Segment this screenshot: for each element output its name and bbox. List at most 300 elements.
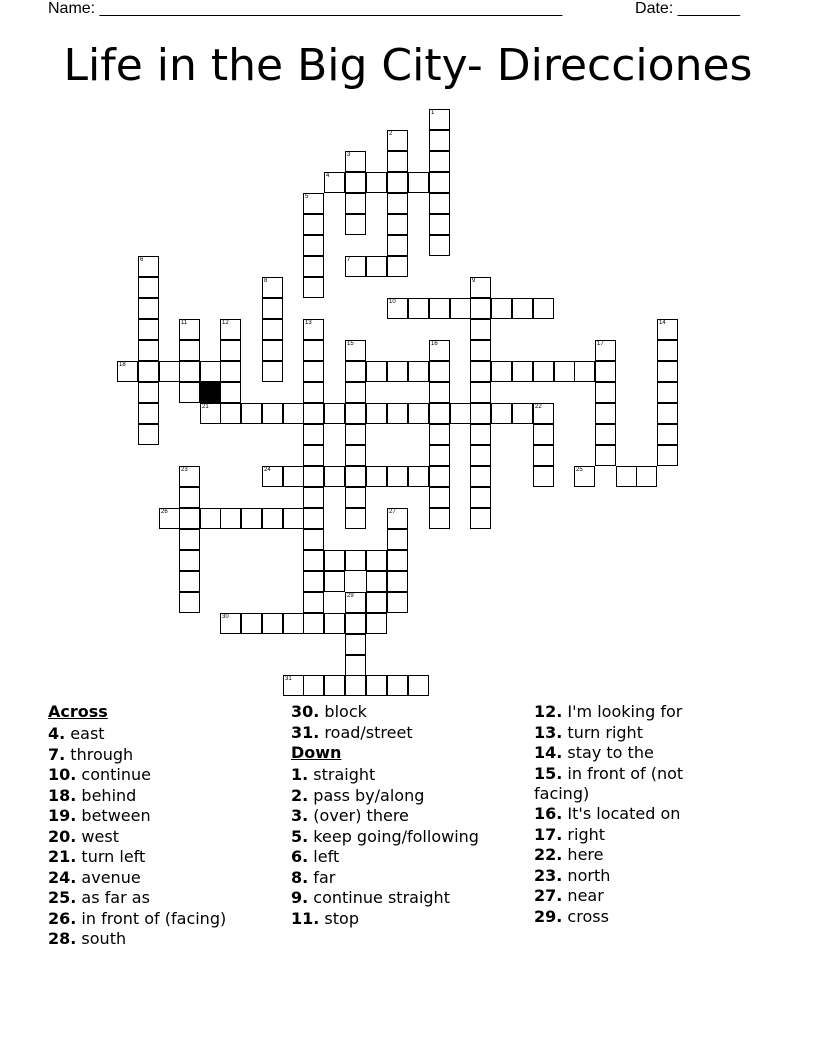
clue-text: block <box>319 702 367 721</box>
grid-cell[interactable] <box>345 466 366 487</box>
clue-number: 31. <box>291 722 320 742</box>
clue-number: 16. <box>534 804 563 823</box>
grid-cell[interactable] <box>533 466 554 487</box>
grid-cell[interactable] <box>262 340 283 361</box>
grid-cell[interactable] <box>138 277 159 298</box>
grid-cell[interactable] <box>470 277 491 298</box>
clue-text: in front of (not facing) <box>534 763 684 803</box>
grid-cell[interactable] <box>324 571 345 592</box>
grid-cell[interactable] <box>491 361 512 382</box>
grid-cell[interactable] <box>470 508 491 529</box>
clue-number: 18. <box>48 785 77 805</box>
grid-cell[interactable] <box>450 298 471 319</box>
clue-item <box>48 888 278 908</box>
grid-cell[interactable] <box>117 361 138 382</box>
clue-text: as far as <box>76 888 150 907</box>
grid-cell[interactable] <box>636 466 657 487</box>
down-clue-list <box>291 765 526 929</box>
grid-cell[interactable] <box>429 508 450 529</box>
clue-number: 10 <box>389 299 396 305</box>
grid-cell[interactable] <box>324 675 345 696</box>
clue-number: 4. <box>48 724 66 743</box>
grid-cell[interactable] <box>179 571 200 592</box>
clue-item <box>48 827 278 847</box>
grid-cell[interactable] <box>345 193 366 214</box>
clue-number: 31 <box>285 676 292 682</box>
clue-number: 7 <box>347 257 351 263</box>
clue-item <box>48 909 278 929</box>
clue-text: here <box>562 845 604 864</box>
grid-cell[interactable] <box>657 424 678 445</box>
grid-cell[interactable] <box>138 361 159 382</box>
grid-cell[interactable] <box>533 424 554 445</box>
grid-cell[interactable] <box>574 466 595 487</box>
grid-cell[interactable] <box>138 298 159 319</box>
grid-cell[interactable] <box>179 529 200 550</box>
grid-cell[interactable] <box>387 214 408 235</box>
grid-cell[interactable] <box>303 466 324 487</box>
grid-cell[interactable] <box>283 675 304 696</box>
grid-cell[interactable] <box>283 466 304 487</box>
grid-cell[interactable] <box>138 319 159 340</box>
clue-number: 13 <box>305 320 312 326</box>
clue-number: 17 <box>597 341 604 347</box>
grid-cell[interactable] <box>345 340 366 361</box>
grid-cell[interactable] <box>303 445 324 466</box>
grid-cell[interactable] <box>366 592 387 613</box>
clue-item <box>291 806 526 826</box>
grid-cell[interactable] <box>595 361 616 382</box>
grid-cell[interactable] <box>345 382 366 403</box>
grid-cell[interactable] <box>387 130 408 151</box>
grid-cell[interactable] <box>366 550 387 571</box>
grid-cell[interactable] <box>387 529 408 550</box>
clue-number: 6 <box>140 257 144 263</box>
grid-cell[interactable] <box>159 508 180 529</box>
grid-cell[interactable] <box>491 298 512 319</box>
grid-cell[interactable] <box>179 382 200 403</box>
grid-cell[interactable] <box>138 256 159 277</box>
grid-cell[interactable] <box>324 466 345 487</box>
grid-cell[interactable] <box>470 424 491 445</box>
grid-cell[interactable] <box>470 403 491 424</box>
clue-item <box>534 743 724 763</box>
grid-cell[interactable] <box>657 445 678 466</box>
clue-item <box>534 866 724 886</box>
clue-number: 27. <box>534 886 563 905</box>
grid-cell[interactable] <box>387 466 408 487</box>
grid-cell[interactable] <box>657 340 678 361</box>
clue-number: 29 <box>347 593 354 599</box>
grid-cell[interactable] <box>324 403 345 424</box>
grid-cell[interactable] <box>303 424 324 445</box>
grid-cell[interactable] <box>179 487 200 508</box>
grid-cell[interactable] <box>408 298 429 319</box>
grid-cell[interactable] <box>303 613 324 634</box>
clue-item <box>291 786 526 806</box>
clue-number: 10. <box>48 765 77 784</box>
clue-number: 26 <box>161 509 168 515</box>
clue-number: 2. <box>291 785 309 805</box>
clue-item <box>291 909 526 929</box>
clue-item <box>291 702 526 722</box>
grid-cell[interactable] <box>429 298 450 319</box>
grid-cell[interactable] <box>220 508 241 529</box>
grid-cell[interactable] <box>429 382 450 403</box>
grid-cell[interactable] <box>595 403 616 424</box>
grid-cell[interactable] <box>408 403 429 424</box>
grid-cell[interactable] <box>262 361 283 382</box>
clue-text: west <box>76 826 119 846</box>
grid-cell[interactable] <box>366 466 387 487</box>
grid-cell[interactable] <box>303 550 324 571</box>
grid-cell[interactable] <box>387 403 408 424</box>
clue-text: pass by/along <box>308 785 425 805</box>
clue-number: 27 <box>389 509 396 515</box>
clue-text: south <box>76 929 127 948</box>
clue-item <box>291 765 526 785</box>
clue-item <box>534 845 724 865</box>
clue-number: 22 <box>535 404 542 410</box>
grid-cell[interactable] <box>220 613 241 634</box>
clue-number: 30. <box>291 702 320 721</box>
clue-item <box>291 827 526 847</box>
grid-cell[interactable] <box>345 592 366 613</box>
black-cell <box>200 382 221 403</box>
grid-cell[interactable] <box>387 235 408 256</box>
grid-cell[interactable] <box>283 508 304 529</box>
clue-item <box>48 765 278 785</box>
grid-cell[interactable] <box>345 214 366 235</box>
grid-cell[interactable] <box>450 403 471 424</box>
clues-column-3 <box>534 702 724 927</box>
grid-cell[interactable] <box>303 340 324 361</box>
clue-item <box>291 888 526 908</box>
grid-cell[interactable] <box>303 508 324 529</box>
grid-cell[interactable] <box>220 382 241 403</box>
clue-text: stop <box>319 908 359 928</box>
grid-cell[interactable] <box>345 675 366 696</box>
clue-number: 19. <box>48 806 77 825</box>
grid-cell[interactable] <box>262 466 283 487</box>
grid-cell[interactable] <box>429 109 450 130</box>
clue-item <box>534 886 724 906</box>
grid-cell[interactable] <box>345 151 366 172</box>
grid-cell[interactable] <box>324 550 345 571</box>
grid-cell[interactable] <box>429 151 450 172</box>
clue-text: north <box>562 865 611 885</box>
grid-cell[interactable] <box>283 403 304 424</box>
grid-cell[interactable] <box>408 172 429 193</box>
grid-cell[interactable] <box>491 403 512 424</box>
grid-cell[interactable] <box>366 571 387 592</box>
clue-text: cross <box>562 906 609 926</box>
grid-cell[interactable] <box>512 298 533 319</box>
grid-cell[interactable] <box>220 361 241 382</box>
grid-cell[interactable] <box>616 466 637 487</box>
clues-column-2 <box>291 702 526 929</box>
grid-cell[interactable] <box>200 403 221 424</box>
grid-cell[interactable] <box>220 340 241 361</box>
grid-cell[interactable] <box>657 403 678 424</box>
grid-cell[interactable] <box>533 403 554 424</box>
clue-text: between <box>76 806 151 825</box>
clue-text: east <box>65 724 105 743</box>
grid-cell[interactable] <box>303 403 324 424</box>
clue-text: It's located on <box>562 804 681 823</box>
clue-text: continue <box>76 765 151 784</box>
grid-cell[interactable] <box>138 424 159 445</box>
grid-cell[interactable] <box>303 382 324 403</box>
grid-cell[interactable] <box>179 466 200 487</box>
grid-cell[interactable] <box>303 256 324 277</box>
grid-cell[interactable] <box>366 675 387 696</box>
grid-cell[interactable] <box>387 592 408 613</box>
grid-cell[interactable] <box>429 403 450 424</box>
grid-cell[interactable] <box>554 361 575 382</box>
grid-cell[interactable] <box>345 508 366 529</box>
clue-item <box>291 847 526 867</box>
grid-cell[interactable] <box>512 361 533 382</box>
grid-cell[interactable] <box>345 172 366 193</box>
down-heading: Down <box>291 743 342 762</box>
grid-cell[interactable] <box>387 298 408 319</box>
grid-cell[interactable] <box>429 193 450 214</box>
grid-cell[interactable] <box>470 298 491 319</box>
grid-cell[interactable] <box>408 675 429 696</box>
grid-cell[interactable] <box>387 256 408 277</box>
grid-cell[interactable] <box>179 319 200 340</box>
clue-number: 9. <box>291 888 309 907</box>
grid-cell[interactable] <box>595 445 616 466</box>
grid-cell[interactable] <box>200 508 221 529</box>
clue-text: stay to the <box>562 743 654 762</box>
clue-text: through <box>65 744 134 764</box>
clue-number: 3. <box>291 806 309 825</box>
grid-cell[interactable] <box>429 487 450 508</box>
clue-number: 14. <box>534 743 563 762</box>
clue-number: 17. <box>534 824 563 844</box>
grid-cell[interactable] <box>345 655 366 676</box>
grid-cell[interactable] <box>470 319 491 340</box>
grid-cell[interactable] <box>408 361 429 382</box>
grid-cell[interactable] <box>387 361 408 382</box>
grid-cell[interactable] <box>366 256 387 277</box>
clue-number: 12 <box>222 320 229 326</box>
grid-cell[interactable] <box>387 193 408 214</box>
clue-item <box>48 868 278 888</box>
clue-number: 1. <box>291 765 309 784</box>
grid-cell[interactable] <box>179 508 200 529</box>
clue-number: 11. <box>291 908 320 928</box>
grid-cell[interactable] <box>345 256 366 277</box>
grid-cell[interactable] <box>179 340 200 361</box>
grid-cell[interactable] <box>241 613 262 634</box>
grid-cell[interactable] <box>262 319 283 340</box>
grid-cell[interactable] <box>262 613 283 634</box>
clue-number: 20. <box>48 826 77 846</box>
grid-cell[interactable] <box>429 130 450 151</box>
grid-cell[interactable] <box>138 382 159 403</box>
clue-text: (over) there <box>308 806 409 825</box>
grid-cell[interactable] <box>345 487 366 508</box>
clue-number: 23 <box>181 467 188 473</box>
clue-number: 15. <box>534 763 563 783</box>
grid-cell[interactable] <box>657 382 678 403</box>
grid-cell[interactable] <box>220 319 241 340</box>
across-clue-list <box>48 724 278 949</box>
grid-cell[interactable] <box>345 634 366 655</box>
clue-number: 28. <box>48 929 77 948</box>
grid-cell[interactable] <box>366 172 387 193</box>
grid-cell[interactable] <box>387 151 408 172</box>
grid-cell[interactable] <box>366 613 387 634</box>
grid-cell[interactable] <box>470 466 491 487</box>
grid-cell[interactable] <box>429 340 450 361</box>
grid-cell[interactable] <box>429 172 450 193</box>
grid-cell[interactable] <box>470 340 491 361</box>
grid-cell[interactable] <box>345 361 366 382</box>
clue-text: far <box>308 867 336 887</box>
clue-item <box>48 929 278 949</box>
grid-cell[interactable] <box>345 550 366 571</box>
grid-cell[interactable] <box>429 466 450 487</box>
grid-cell[interactable] <box>303 361 324 382</box>
grid-cell[interactable] <box>241 403 262 424</box>
grid-cell[interactable] <box>595 340 616 361</box>
grid-cell[interactable] <box>303 277 324 298</box>
grid-cell[interactable] <box>470 487 491 508</box>
clue-text: continue straight <box>308 888 450 907</box>
grid-cell[interactable] <box>345 613 366 634</box>
grid-cell[interactable] <box>303 487 324 508</box>
grid-cell[interactable] <box>303 193 324 214</box>
clue-number: 1 <box>431 110 435 116</box>
clue-text: road/street <box>319 722 413 742</box>
grid-cell[interactable] <box>408 466 429 487</box>
clue-number: 22. <box>534 845 563 864</box>
grid-cell[interactable] <box>345 424 366 445</box>
grid-cell[interactable] <box>159 361 180 382</box>
grid-cell[interactable] <box>429 424 450 445</box>
page-title: Life in the Big City- Direcciones <box>63 40 753 91</box>
clue-number: 12. <box>534 702 563 721</box>
clue-text: turn right <box>562 722 643 742</box>
grid-cell[interactable] <box>470 382 491 403</box>
clue-number: 5 <box>305 194 309 200</box>
grid-cell[interactable] <box>262 298 283 319</box>
grid-cell[interactable] <box>303 529 324 550</box>
clue-item <box>48 847 278 867</box>
grid-cell[interactable] <box>470 361 491 382</box>
grid-cell[interactable] <box>470 445 491 466</box>
name-field[interactable]: Name: ____________________________________________________ <box>48 0 563 17</box>
grid-cell[interactable] <box>429 361 450 382</box>
grid-cell[interactable] <box>595 382 616 403</box>
grid-cell[interactable] <box>179 592 200 613</box>
grid-cell[interactable] <box>657 319 678 340</box>
grid-cell[interactable] <box>574 361 595 382</box>
grid-cell[interactable] <box>220 403 241 424</box>
clue-number: 7. <box>48 744 66 764</box>
clue-number: 24. <box>48 867 77 887</box>
grid-cell[interactable] <box>429 445 450 466</box>
grid-cell[interactable] <box>303 675 324 696</box>
grid-cell[interactable] <box>200 361 221 382</box>
grid-cell[interactable] <box>429 214 450 235</box>
grid-cell[interactable] <box>345 403 366 424</box>
grid-cell[interactable] <box>241 508 262 529</box>
clue-text: in front of (facing) <box>76 908 227 928</box>
grid-cell[interactable] <box>262 277 283 298</box>
clue-text: near <box>562 886 604 905</box>
grid-cell[interactable] <box>533 298 554 319</box>
grid-cell[interactable] <box>303 571 324 592</box>
grid-cell[interactable] <box>283 613 304 634</box>
grid-cell[interactable] <box>324 613 345 634</box>
clue-item <box>534 907 724 927</box>
date-field[interactable]: Date: _______ <box>635 0 740 17</box>
clue-number: 14 <box>659 320 666 326</box>
clue-item <box>534 764 724 804</box>
clue-number: 11 <box>181 320 188 326</box>
clue-item <box>48 724 278 744</box>
grid-cell[interactable] <box>345 445 366 466</box>
clue-item <box>291 868 526 888</box>
grid-cell[interactable] <box>179 361 200 382</box>
clue-text: turn left <box>76 847 146 866</box>
grid-cell[interactable] <box>303 235 324 256</box>
grid-cell[interactable] <box>303 319 324 340</box>
grid-cell[interactable] <box>366 403 387 424</box>
grid-cell[interactable] <box>138 340 159 361</box>
grid-cell[interactable] <box>303 214 324 235</box>
grid-cell[interactable] <box>303 592 324 613</box>
grid-cell[interactable] <box>512 403 533 424</box>
grid-cell[interactable] <box>657 361 678 382</box>
clue-item <box>534 723 724 743</box>
clue-number: 8. <box>291 867 309 887</box>
clue-item <box>534 804 724 824</box>
clue-number: 15 <box>347 341 354 347</box>
grid-cell[interactable] <box>533 445 554 466</box>
grid-cell[interactable] <box>262 508 283 529</box>
across-clue-list-continued <box>291 702 526 743</box>
grid-cell[interactable] <box>387 172 408 193</box>
grid-cell[interactable] <box>533 361 554 382</box>
clue-number: 25. <box>48 888 77 907</box>
clue-number: 24 <box>264 467 271 473</box>
clue-number: 5. <box>291 826 309 846</box>
grid-cell[interactable] <box>595 424 616 445</box>
grid-cell[interactable] <box>387 550 408 571</box>
grid-cell[interactable] <box>179 550 200 571</box>
clue-item <box>534 825 724 845</box>
grid-cell[interactable] <box>387 571 408 592</box>
grid-cell[interactable] <box>366 361 387 382</box>
clue-text: I'm looking for <box>562 702 683 721</box>
clue-number: 18 <box>119 362 126 368</box>
grid-cell[interactable] <box>324 172 345 193</box>
grid-cell[interactable] <box>262 403 283 424</box>
clue-item <box>48 745 278 765</box>
clue-number: 9 <box>472 278 476 284</box>
grid-cell[interactable] <box>387 675 408 696</box>
grid-cell[interactable] <box>429 235 450 256</box>
grid-cell[interactable] <box>387 508 408 529</box>
grid-cell[interactable] <box>138 403 159 424</box>
clues-column-1 <box>48 702 278 950</box>
